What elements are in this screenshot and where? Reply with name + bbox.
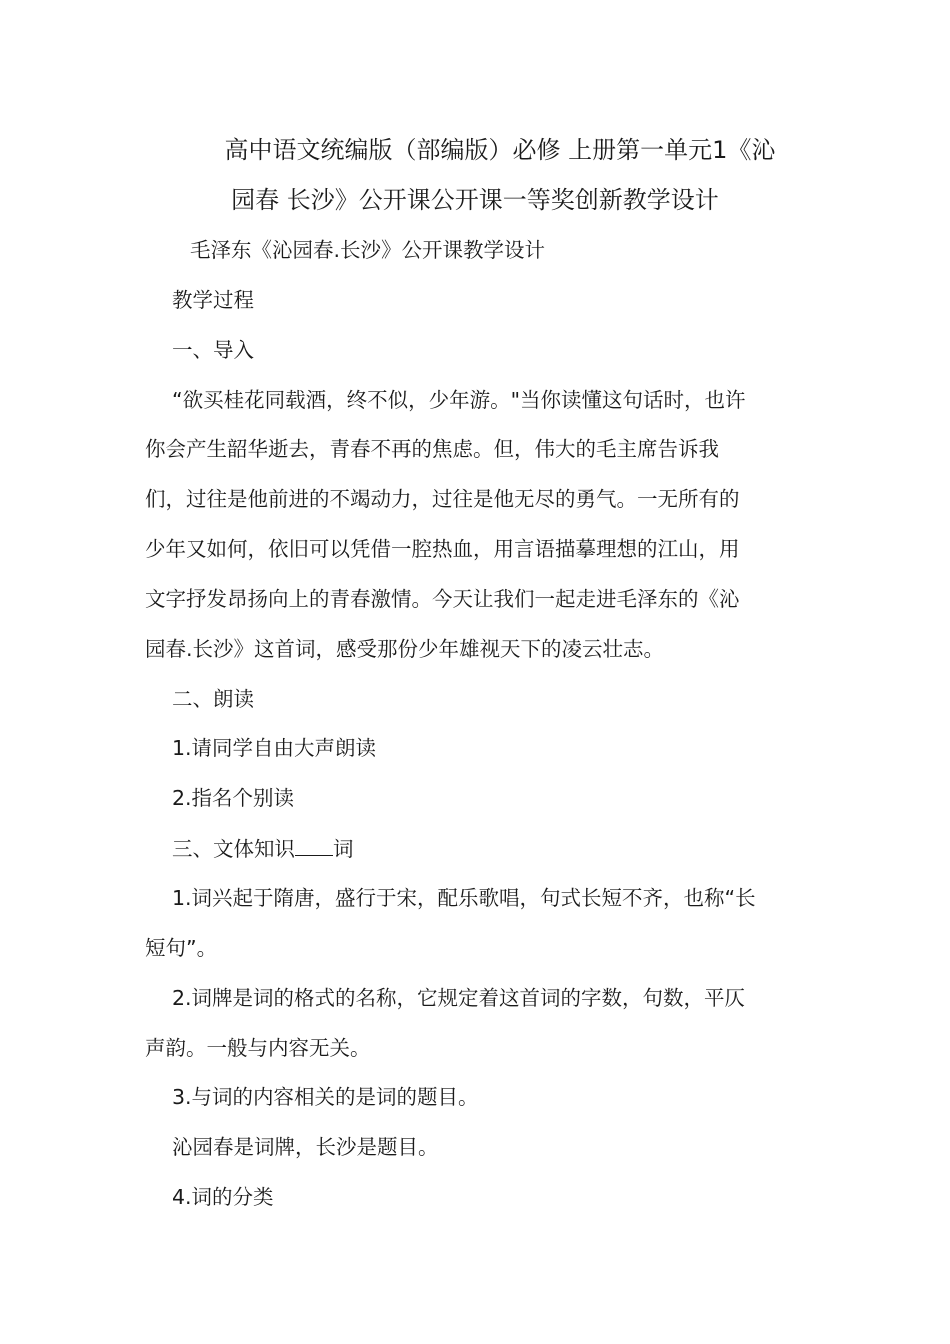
document-title-line-1: 高中语文统编版（部编版）必修 上册第一单元1《沁 xyxy=(224,136,776,164)
section-heading-genre-label: 三、文体知识 xyxy=(172,837,295,861)
list-item: 4.词的分类 xyxy=(172,1185,274,1209)
list-item: 2.词牌是词的格式的名称，它规定着这首词的字数，句数，平仄 xyxy=(172,986,746,1010)
list-item: 2.指名个别读 xyxy=(172,786,295,810)
section-heading-intro: 一、导入 xyxy=(172,338,254,362)
paragraph-line: 文字抒发昂扬向上的青春激情。今天让我们一起走进毛泽东的《沁 xyxy=(145,587,740,611)
paragraph-line: 园春.长沙》这首词，感受那份少年雄视天下的凌云壮志。 xyxy=(145,637,665,661)
paragraph-line: 少年又如何，依旧可以凭借一腔热血，用言语描摹理想的江山，用 xyxy=(145,537,740,561)
list-item: 1.请同学自由大声朗读 xyxy=(172,736,377,760)
section-heading-genre xyxy=(172,833,354,864)
list-item: 3.与词的内容相关的是词的题目。 xyxy=(172,1085,479,1109)
document-title-line-2: 园春 长沙》公开课公开课一等奖创新教学设计 xyxy=(231,186,719,214)
paragraph-line: “欲买桂花同载酒，终不似，少年游。"当你读懂这句话时，也许 xyxy=(172,388,746,412)
list-item-continuation: 声韵。一般与内容无关。 xyxy=(145,1036,371,1060)
list-item-continuation: 短句”。 xyxy=(145,936,218,960)
paragraph-line: 沁园春是词牌，长沙是题目。 xyxy=(172,1135,439,1159)
paragraph-line: 们，过往是他前进的不竭动力，过往是他无尽的勇气。一无所有的 xyxy=(145,487,740,511)
paragraph-line: 你会产生韶华逝去，青春不再的焦虑。但，伟大的毛主席告诉我 xyxy=(145,437,719,461)
subtitle: 毛泽东《沁园春.长沙》公开课教学设计 xyxy=(190,238,546,262)
list-item: 1.词兴起于隋唐，盛行于宋，配乐歌唱，句式长短不齐，也称“长 xyxy=(172,886,756,910)
fill-in-blank xyxy=(295,833,333,856)
section-heading: 教学过程 xyxy=(172,288,254,312)
section-heading-reading: 二、朗读 xyxy=(172,687,254,711)
section-heading-genre-term: 词 xyxy=(333,837,354,861)
